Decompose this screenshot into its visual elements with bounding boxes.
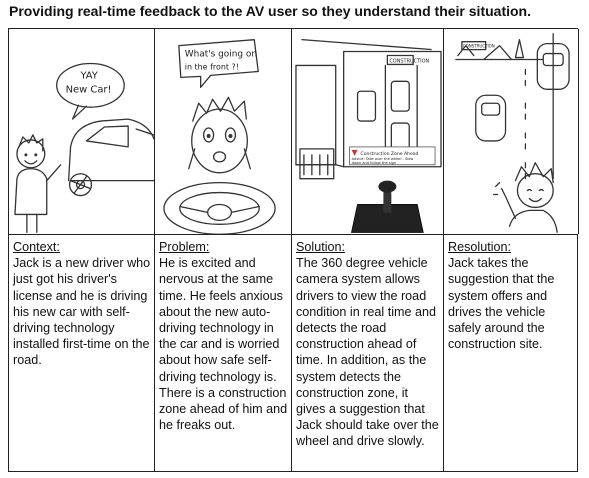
warning-body-2: down and follow the sign xyxy=(351,160,397,165)
warning-body-1: Advice: Take over the wheel - Slow xyxy=(351,156,414,161)
resolution-text: Jack takes the suggestion that the system offers and drives the vehicle safely around the construction site. xyxy=(448,256,555,352)
context-cell xyxy=(9,235,155,472)
solution-cell xyxy=(292,235,444,472)
warning-title: Construction Zone Ahead xyxy=(360,151,419,157)
car-body xyxy=(69,119,154,181)
page-title: Providing real-time feedback to the AV user so they understand their situation. xyxy=(9,3,531,19)
person-body xyxy=(15,169,47,215)
context-text: Jack is a new driver who just got his driver's license and he is driving his new car with self-driving technology installed first-time on the road. xyxy=(13,256,151,368)
storyboard xyxy=(8,28,578,472)
solution-text: The 360 degree vehicle camera system allows drivers to view the road condition in real time and detects the road construction ahead of time. In addition, as the system detects the construction zone, it gives a suggestion that Jack should take over the wheel and drive slowly. xyxy=(296,256,439,449)
resolution-cell xyxy=(444,235,579,472)
car-top-view xyxy=(391,81,409,111)
panel-solution-sketch xyxy=(292,29,444,234)
solution-illustration xyxy=(292,29,443,234)
traffic-cone-icon xyxy=(515,40,523,58)
problem-illustration xyxy=(155,29,291,234)
car-window xyxy=(86,126,128,147)
speech-line-2: in the front ?! xyxy=(184,62,239,72)
resolution-heading: Resolution: xyxy=(448,240,512,254)
gear-shift-icon xyxy=(378,181,396,193)
resolution-illustration xyxy=(444,29,578,234)
road-sign-text: CONSTRUCTION xyxy=(462,43,495,49)
context-heading: Context: xyxy=(13,240,60,254)
context-illustration xyxy=(9,29,154,234)
person-body xyxy=(510,210,558,232)
person-head xyxy=(192,109,248,173)
steering-wheel-icon xyxy=(164,183,275,234)
driving-car-icon xyxy=(476,95,506,141)
speech-line-1: YAY xyxy=(80,70,98,82)
problem-text: He is excited and nervous at the same time. He feels anxious about the new auto-driving technology in the car and is worried about how safe self-driving technology is. There is a construction zone ahead of him and he freaks out. xyxy=(159,256,288,433)
problem-cell xyxy=(155,235,292,472)
speech-line-1: What's going on xyxy=(184,49,258,60)
speech-line-2: New Car! xyxy=(65,84,112,96)
problem-heading: Problem: xyxy=(159,240,210,254)
panel-context-sketch xyxy=(9,29,155,234)
solution-heading: Solution: xyxy=(296,240,346,254)
screen-sign-text: CONSTRUCTION xyxy=(389,58,430,65)
panel-problem-sketch xyxy=(155,29,292,234)
person-head xyxy=(517,174,553,208)
panel-resolution-sketch xyxy=(444,29,579,234)
waving-hand-icon xyxy=(502,189,516,219)
